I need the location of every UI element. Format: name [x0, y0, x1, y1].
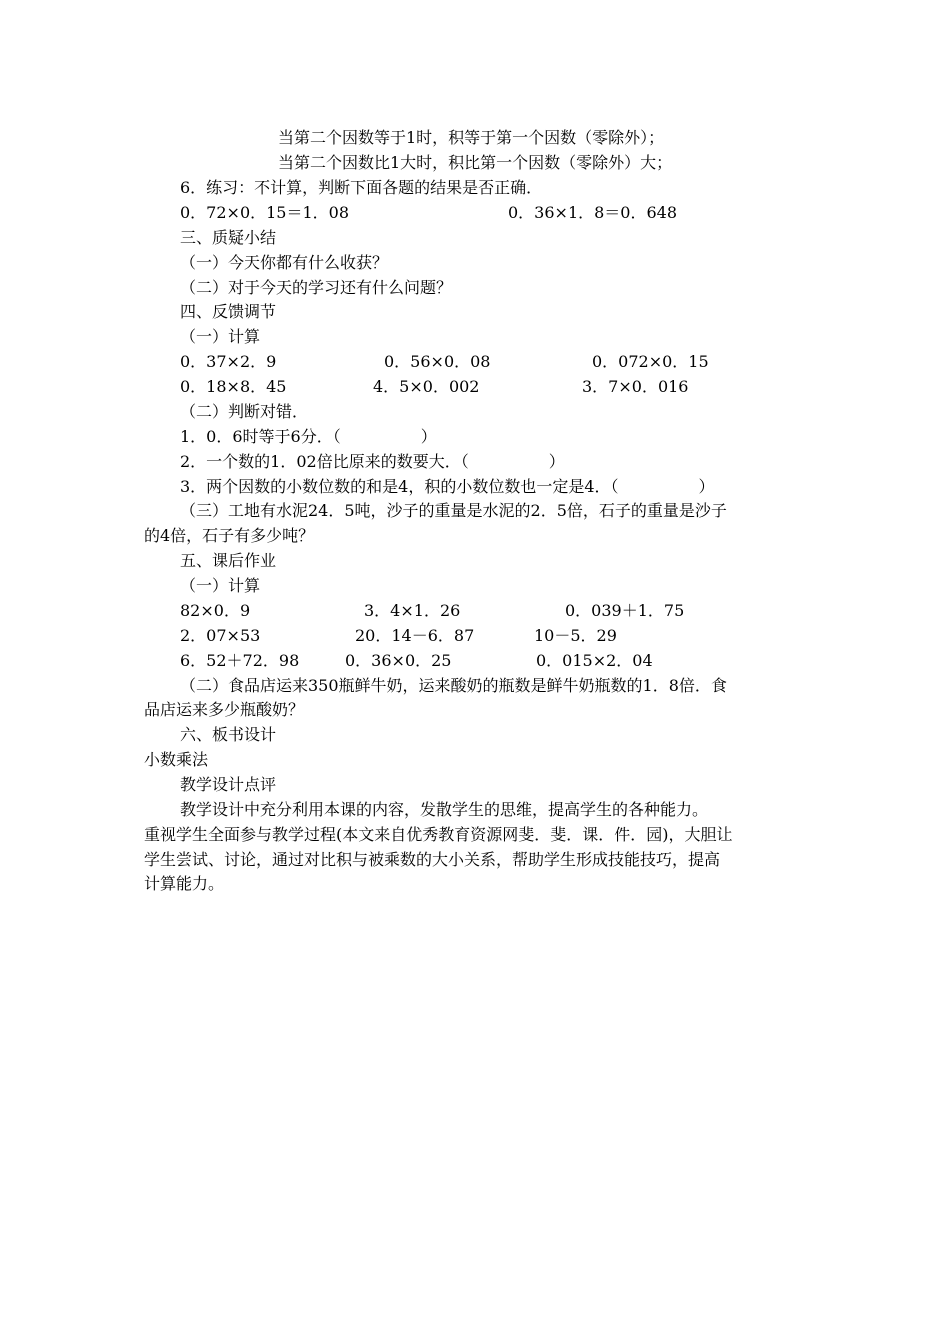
calc-item: 6．52＋72．98: [180, 651, 300, 670]
practice-item-2: 0．36×1．8＝0．648: [508, 203, 678, 222]
review-paragraph-line-2: 重视学生全面参与教学过程(本文来自优秀教育资源网斐．斐．课．件．园)，大胆让: [144, 825, 733, 844]
calc-item: 0．37×2．9: [180, 352, 277, 371]
practice-heading: 6．练习：不计算，判断下面各题的结果是否正确．: [180, 178, 543, 197]
true-false-item: 1．0．6时等于6分．（ ）: [180, 427, 437, 446]
review-paragraph-line-1: 教学设计中充分利用本课的内容，发散学生的思维，提高学生的各种能力。: [180, 800, 709, 819]
review-paragraph-line-3: 学生尝试、讨论，通过对比积与被乘数的大小关系，帮助学生形成技能技巧，提高: [144, 850, 721, 869]
true-false-item: 3．两个因数的小数位数的和是4，积的小数位数也一定是4．（ ）: [180, 477, 715, 496]
word-problem-line-2: 的4倍，石子有多少吨？: [144, 526, 315, 545]
calc-item: 0．072×0．15: [592, 352, 709, 371]
calc-item: 0．36×0．25: [345, 651, 452, 670]
calc-item: 0．015×2．04: [536, 651, 653, 670]
section-heading-board-design: 六、板书设计: [180, 725, 277, 744]
review-heading: 教学设计点评: [180, 775, 277, 794]
section-heading-feedback: 四、反馈调节: [180, 302, 277, 321]
section-heading-homework: 五、课后作业: [180, 551, 277, 570]
section-heading-summary: 三、质疑小结: [180, 228, 277, 247]
calc-item: 3．4×1．26: [364, 601, 461, 620]
true-false-item: 2．一个数的1．02倍比原来的数要大．（ ）: [180, 452, 565, 471]
review-paragraph-line-4: 计算能力。: [144, 874, 225, 893]
calc-item: 10－5．29: [534, 626, 617, 645]
calc-item: 4．5×0．002: [373, 377, 480, 396]
subheading-calculate: （一）计算: [180, 327, 261, 346]
summary-question-2: （二）对于今天的学习还有什么问题？: [180, 278, 453, 297]
calc-item: 3．7×0．016: [582, 377, 689, 396]
subheading-true-false: （二）判断对错．: [180, 402, 309, 421]
calc-item: 20．14－6．87: [355, 626, 475, 645]
rule-greater-one: 当第二个因数比1大时，积比第一个因数（零除外）大；: [278, 153, 673, 172]
calc-item: 82×0．9: [180, 601, 251, 620]
board-design-title: 小数乘法: [144, 750, 209, 769]
calc-item: 0．18×8．45: [180, 377, 287, 396]
calc-item: 0．039＋1．75: [565, 601, 685, 620]
summary-question-1: （一）今天你都有什么收获？: [180, 253, 389, 272]
subheading-calculate: （一）计算: [180, 576, 261, 595]
practice-item-1: 0．72×0．15＝1．08: [180, 203, 350, 222]
rule-equal-one: 当第二个因数等于1时，积等于第一个因数（零除外）；: [278, 128, 665, 147]
homework-problem-line-2: 品店运来多少瓶酸奶？: [144, 700, 305, 719]
homework-problem-line-1: （二）食品店运来350瓶鲜牛奶，运来酸奶的瓶数是鲜牛奶瓶数的1．8倍．食: [180, 676, 727, 695]
calc-item: 0．56×0．08: [384, 352, 491, 371]
word-problem-line-1: （三）工地有水泥24．5吨，沙子的重量是水泥的2．5倍，石子的重量是沙子: [180, 501, 727, 520]
calc-item: 2．07×53: [180, 626, 261, 645]
